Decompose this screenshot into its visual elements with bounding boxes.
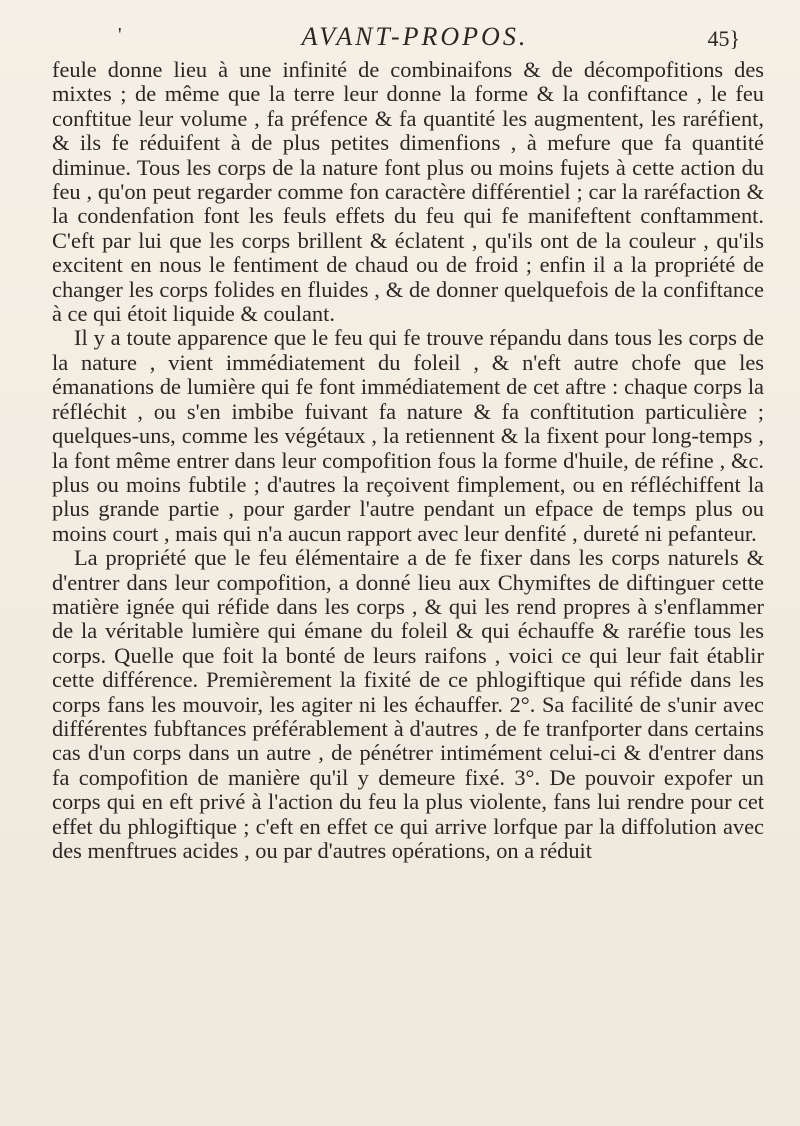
body-text (52, 58, 764, 863)
paragraph-3: La propriété que le feu élémentaire a de fe fixer dans les corps naturels & d'entrer dans leur compofition, a donné lieu aux Chymiftes de diftinguer cette matière ignée qui réfide dans les corps , & qui les rend propres à s'enflammer de la véritable lumière qui émane du foleil & qui échauffe & raréfie tous les corps. Quelle que foit la bonté de leurs raifons , voici ce qui leur fait établir cette différence. Premièrement la fixité de ce phlogiftique qui réfide dans les corps fans les mouvoir, les agiter ni les échauffer. 2°. Sa facilité de s'unir avec différentes fubftances préférablement à d'autres , de fe tranfporter dans certains cas d'un corps dans un autre , de pénétrer intimément celui-ci & d'entrer dans fa compofition de manière qu'il y demeure fixé. 3°. De pouvoir expofer un corps qui en eft privé à l'action du feu la plus violente, fans lui rendre pour cet effet du phlogiftique ; c'eft en effet ce qui arrive lorfque par la diffolution avec des menftrues acides , ou par d'autres opérations, on a réduit (52, 545, 764, 863)
running-head (0, 14, 800, 54)
running-title: AVANT-PROPOS. (301, 22, 529, 51)
margin-mark: ' (118, 24, 122, 46)
paragraph-1: feule donne lieu à une infinité de combinaifons & de décompofitions des mixtes ; de même que la terre leur donne la forme & la confiftance , le feu conftitue leur volume , fa préfence & fa quantité les augmentent, les raréfient, & ils fe réduifent à de plus petites dimenfions , à mefure que fa quantité diminue. Tous les corps de la nature font plus ou moins fujets à cette action du feu , qu'on peut regarder comme fon caractère différentiel ; car la raréfaction & la condenfation font les feuls effets du feu qui fe manifeftent conftamment. C'eft par lui que les corps brillent & éclatent , qu'ils ont de la couleur , qu'ils excitent en nous le fentiment de chaud ou de froid ; enfin il a la propriété de changer les corps folides en fluides , & de donner quelquefois de la confiftance à ce qui étoit liquide & coulant. (52, 57, 764, 327)
paragraph-2: Il y a toute apparence que le feu qui fe trouve répandu dans tous les corps de la nature , vient immédiatement du foleil , & n'eft autre chofe que les émanations de lumière qui fe font immédiatement de cet aftre : chaque corps la réfléchit , ou s'en imbibe fuivant fa nature & fa conftitution particulière ; quelques-uns, comme les végétaux , la retiennent & la fixent pour long-temps , la font même entrer dans leur compofition fous la forme d'huile, de réfine , &c. plus ou moins fubtile ; d'autres la reçoivent fimplement, ou en réfléchiffent la plus grande partie , pour garder l'autre pendant un efpace de temps plus ou moins court , mais qui n'a aucun rapport avec leur denfité , dureté ni pefanteur. (52, 325, 764, 546)
page-number: 45} (707, 26, 740, 51)
